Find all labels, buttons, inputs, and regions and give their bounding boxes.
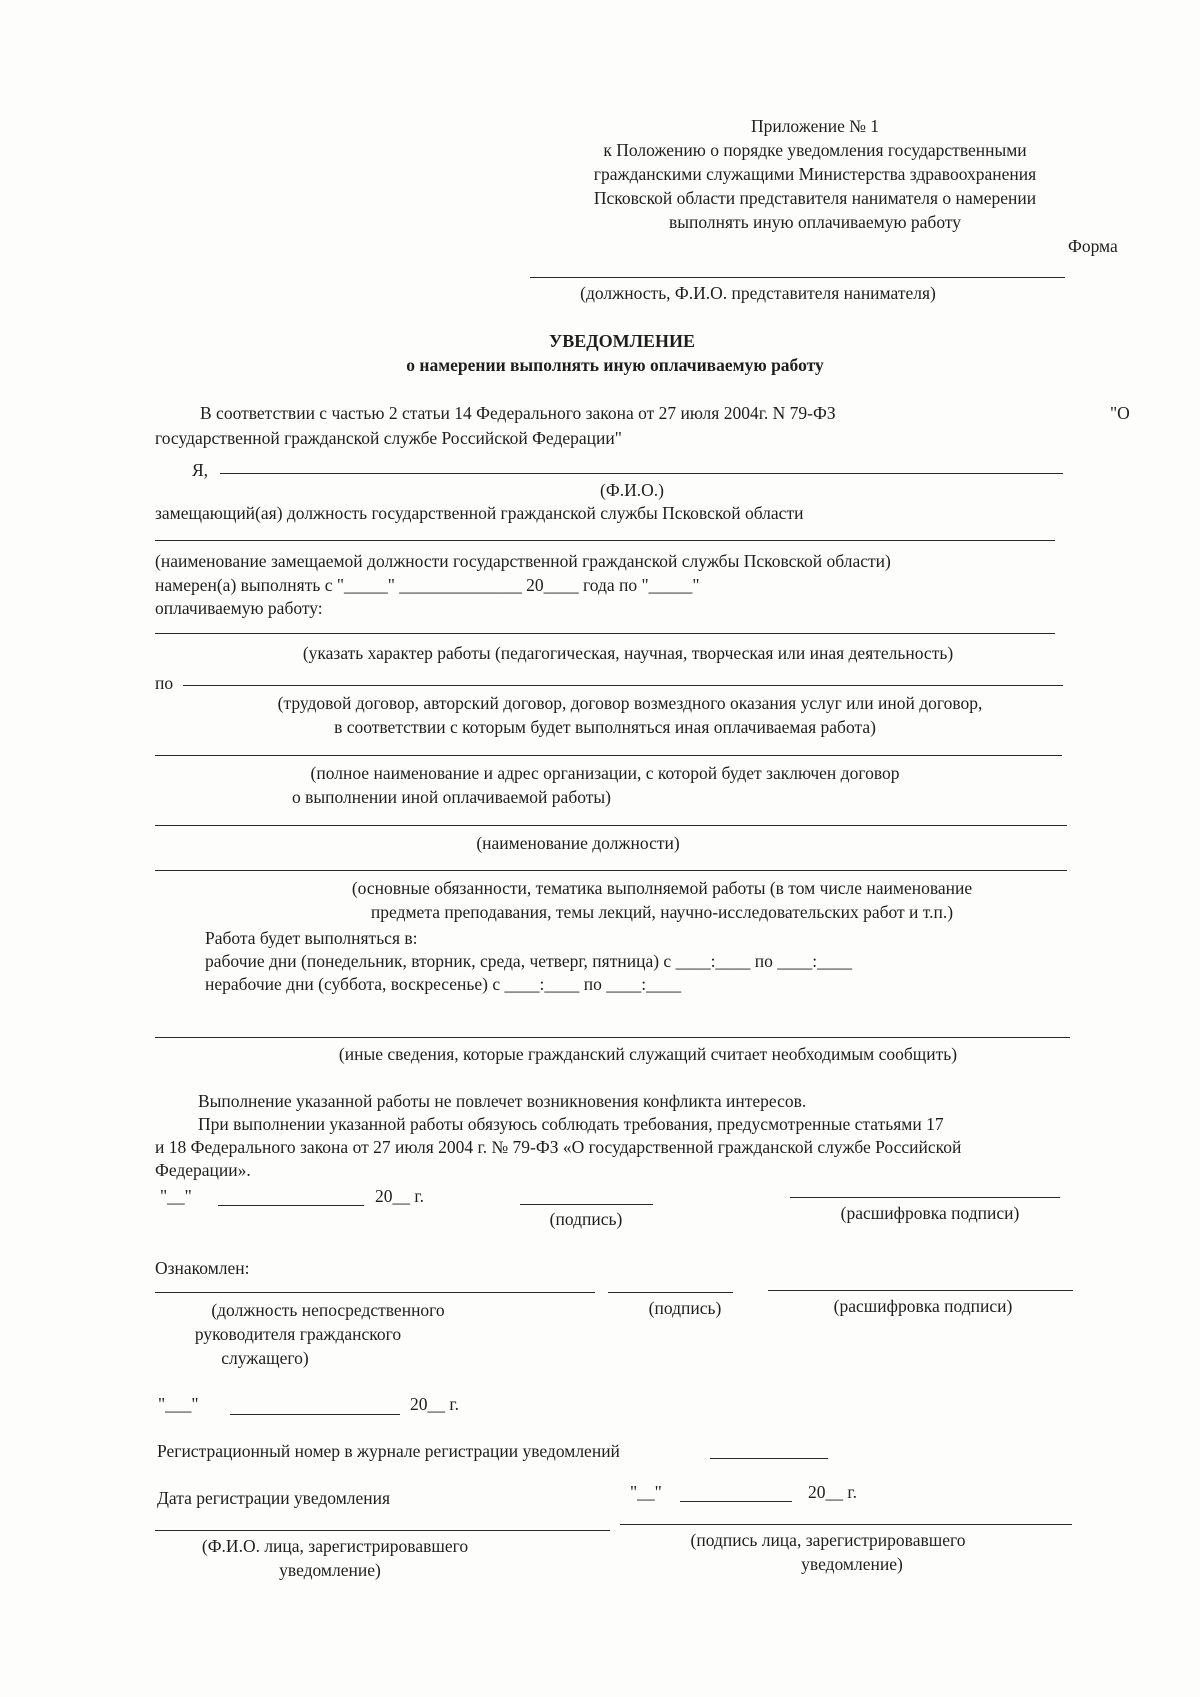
registrar-caption: (Ф.И.О. лица, зарегистрировавшего <box>201 1536 469 1556</box>
manager-position-line <box>155 1292 595 1293</box>
job-line <box>155 825 1067 826</box>
signature-year: 20__ г. <box>375 1186 424 1206</box>
work-caption: (указать характер работы (педагогическая, научная, творческая или иная деятельность) <box>302 643 954 663</box>
schedule-weekends: нерабочие дни (суббота, воскресенье) с ____:____ по ____:____ <box>205 974 682 994</box>
ack-year: 20__ г. <box>410 1394 459 1414</box>
document-title: УВЕДОМЛЕНИЕ <box>548 331 696 351</box>
appendix-line: Псковской области представителя нанимателя о намерении <box>593 188 1037 208</box>
org-caption: (полное наименование и адрес организации, с которой будет заключен договор <box>310 763 900 783</box>
intro-line-tail: "О <box>1110 403 1130 423</box>
duties-line <box>155 870 1067 871</box>
org-line <box>155 755 1062 756</box>
position-line <box>155 540 1055 541</box>
ya-label: Я, <box>192 460 209 480</box>
manager-decode-caption: (расшифровка подписи) <box>833 1296 1013 1316</box>
ack-date-quote: "___" <box>158 1394 199 1414</box>
registration-number-line <box>710 1458 828 1459</box>
manager-caption: служащего) <box>221 1348 309 1368</box>
position-line-text: замещающий(ая) должность государственной гражданской службы Псковской области <box>155 503 804 523</box>
work-line <box>155 633 1055 634</box>
fio-caption: (Ф.И.О.) <box>600 480 664 500</box>
intro-line: государственной гражданской службе Российской Федерации" <box>155 428 622 448</box>
signature-line <box>520 1204 653 1205</box>
signature-date-quote: "__" <box>160 1186 192 1206</box>
statement-line: Федерации». <box>155 1160 251 1180</box>
registration-date-quote: "__" <box>630 1482 662 1502</box>
manager-caption: (должность непосредственного <box>211 1300 445 1320</box>
org-caption: о выполнении иной оплачиваемой работы) <box>292 787 611 807</box>
contract-caption: в соответствии с которым будет выполняться иная оплачиваемая работа) <box>334 717 876 737</box>
manager-caption: руководителя гражданского <box>194 1324 402 1344</box>
job-caption: (наименование должности) <box>476 833 680 853</box>
appendix-title: Приложение № 1 <box>750 116 880 136</box>
intend-line: намерен(а) выполнять с "_____" ______________ 20____ года по "_____" <box>155 575 700 595</box>
other-info-line <box>155 1037 1070 1038</box>
appendix-line: гражданскими служащими Министерства здравоохранения <box>593 164 1037 184</box>
manager-signature-line <box>608 1292 733 1293</box>
intro-line: В соответствии с частью 2 статьи 14 Федерального закона от 27 июля 2004г. N 79-ФЗ <box>200 403 836 423</box>
duties-caption: (основные обязанности, тематика выполняемой работы (в том числе наименование <box>351 878 973 898</box>
manager-decode-line <box>768 1290 1073 1291</box>
position-caption: (наименование замещаемой должности государственной гражданской службы Псковской области) <box>155 551 891 571</box>
registrar-sign-caption: (подпись лица, зарегистрировавшего <box>690 1530 966 1550</box>
registrar-caption: уведомление) <box>279 1560 381 1580</box>
contract-caption: (трудовой договор, авторский договор, договор возмездного оказания услуг или иной договор, <box>277 693 983 713</box>
duties-caption: предмета преподавания, темы лекций, научно-исследовательских работ и т.п.) <box>370 902 954 922</box>
registration-date-label: Дата регистрации уведомления <box>157 1488 391 1508</box>
signature-month-line <box>218 1205 364 1206</box>
acknowledged-label: Ознакомлен: <box>155 1258 250 1278</box>
signature-caption: (подпись) <box>549 1209 623 1229</box>
registration-number-label: Регистрационный номер в журнале регистрации уведомлений <box>157 1441 620 1461</box>
form-label: Форма <box>1068 236 1118 256</box>
document-subtitle: о намерении выполнять иную оплачиваемую работу <box>406 355 824 375</box>
other-info-caption: (иные сведения, которые гражданский служащий считает необходимым сообщить) <box>338 1044 958 1064</box>
appendix-line: к Положению о порядке уведомления государственными <box>603 140 1027 160</box>
addressee-line <box>530 277 1065 278</box>
schedule-weekdays: рабочие дни (понедельник, вторник, среда, четверг, пятница) с ____:____ по ____:____ <box>205 951 853 971</box>
registrar-sign-line <box>620 1524 1072 1525</box>
decode-caption: (расшифровка подписи) <box>840 1203 1020 1223</box>
manager-signature-caption: (подпись) <box>648 1298 722 1318</box>
statement-line: При выполнении указанной работы обязуюсь соблюдать требования, предусмотренные статьями 17 <box>198 1114 944 1134</box>
paid-work-label: оплачиваемую работу: <box>155 598 323 618</box>
fio-line <box>220 473 1063 474</box>
po-label: по <box>155 673 174 693</box>
registrar-name-line <box>155 1530 610 1531</box>
statement-line: Выполнение указанной работы не повлечет возникновения конфликта интересов. <box>198 1091 807 1111</box>
registration-month-line <box>680 1501 792 1502</box>
statement-line: и 18 Федерального закона от 27 июля 2004 г. № 79-ФЗ «О государственной гражданской службе Российской <box>155 1137 962 1157</box>
registration-year: 20__ г. <box>808 1482 857 1502</box>
ack-month-line <box>230 1414 400 1415</box>
registrar-sign-caption: уведомление) <box>801 1554 903 1574</box>
schedule-heading: Работа будет выполняться в: <box>205 928 418 948</box>
contract-line <box>183 685 1063 686</box>
addressee-caption: (должность, Ф.И.О. представителя нанимателя) <box>580 283 936 303</box>
appendix-line: выполнять иную оплачиваемую работу <box>668 212 962 232</box>
decode-line <box>790 1197 1060 1198</box>
